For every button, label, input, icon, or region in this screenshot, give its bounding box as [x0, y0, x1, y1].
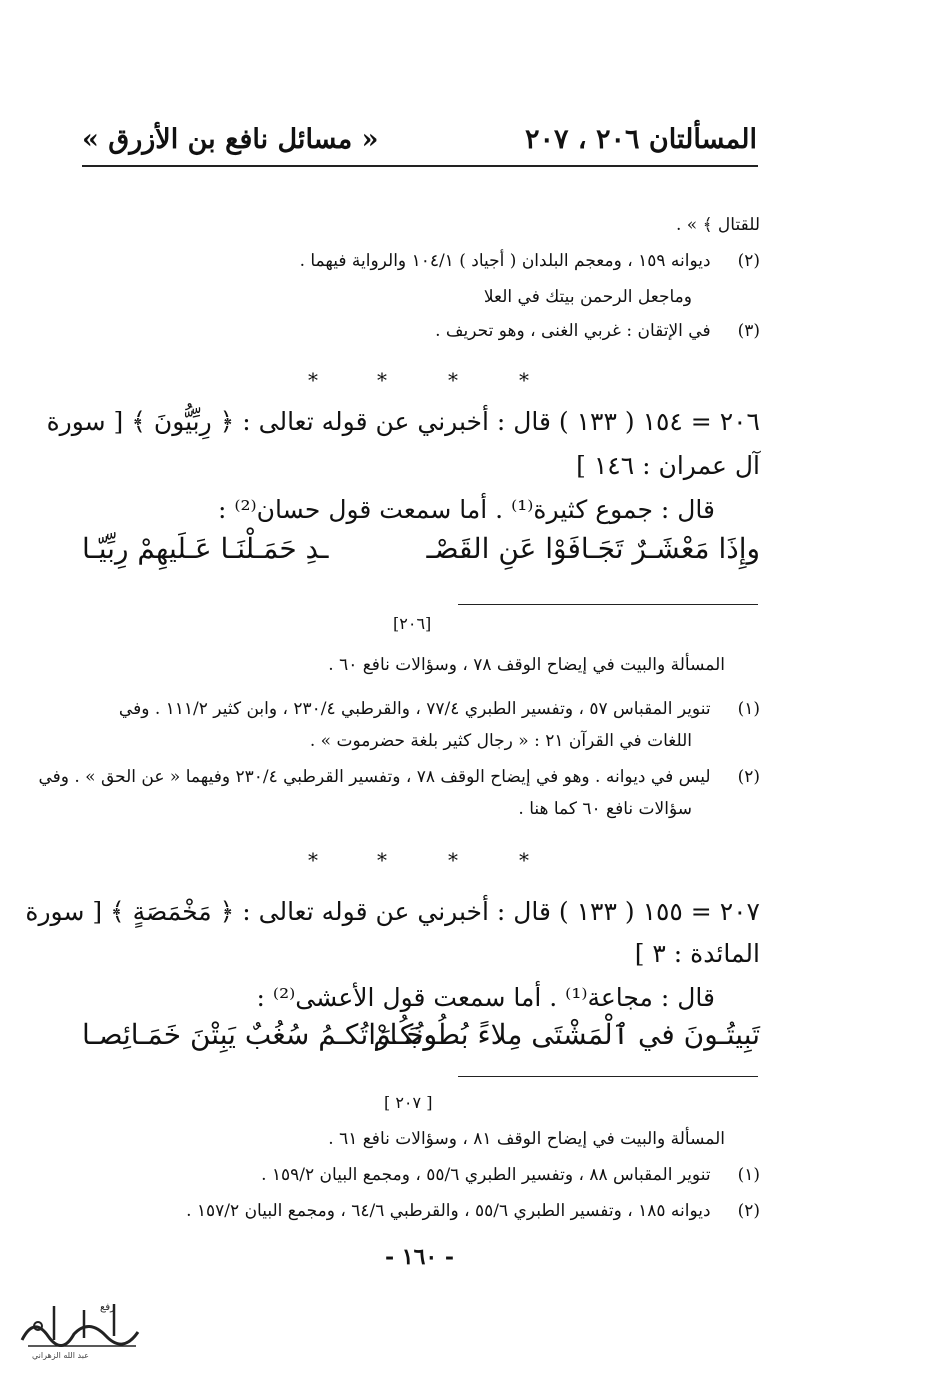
footnote-206-2: [38, 764, 760, 790]
separator-star: *: [308, 368, 318, 392]
section-separator: [0, 848, 925, 872]
separator-star: *: [377, 368, 387, 392]
running-header-title: المسألتان ٢٠٦ ، ٢٠٧: [524, 124, 757, 155]
verse-207-first-hemistich: تَبِيتُـونَ في ٱلْمَشْتَى مِلاءً بُطُونُكُـمْ: [373, 1018, 760, 1051]
answer-207: قال : مجاعة⁽¹⁾ . أما سمعت قول الأعشى⁽²⁾ :: [256, 983, 715, 1012]
footnote-rule: [458, 604, 758, 605]
verse-206-second-hemistich: ـدِ حَمَـلْنَـا عَـلَيهِمْ رِبِّيّـا: [82, 532, 329, 565]
footnote-2-prev: [300, 248, 760, 274]
question-207-line2: المائدة : ٣ ]: [634, 939, 760, 968]
footnote-verse: وماجعل الرحمن بيتك في العلا: [483, 287, 692, 307]
watermark-logo: [14, 1296, 144, 1360]
watermark-logo-drawing: [14, 1296, 144, 1360]
separator-star: *: [448, 368, 458, 392]
book-title-header: « مسائل نافع بن الأزرق »: [82, 124, 379, 155]
footnote-text: ديوانه ١٨٥ ، وتفسير الطبري ٥٥/٦ ، والقرطبي ٦٤/٦ ، ومجمع البيان ١٥٧/٢ .: [186, 1201, 711, 1221]
question-207-line1: ٢٠٧ = ١٥٥ ( ١٣٣ ) قال : أخبرني عن قوله تعالى : ﴿ مَخْمَصَةٍ ﴾ [ سورة: [25, 897, 760, 926]
footnote-continuation: للقتال ﴾ » .: [675, 215, 760, 235]
page-number: - ١٦٠ -: [385, 1244, 455, 1270]
source-note-207: المسألة والبيت في إيضاح الوقف ٨١ ، وسؤالات نافع ٦١ .: [328, 1129, 725, 1149]
footnote-text: ليس في ديوانه . وهو في إيضاح الوقف ٧٨ ، وتفسير القرطبي ٢٣٠/٤ وفيهما « عن الحق » . وفي: [38, 767, 711, 787]
footnote-number: (٢): [737, 767, 760, 787]
footnote-207-1: [261, 1162, 760, 1188]
source-note-206: المسألة والبيت في إيضاح الوقف ٧٨ ، وسؤالات نافع ٦٠ .: [328, 655, 725, 675]
footnote-206-1: [119, 696, 760, 722]
footnote-text: في الإتقان : غربي الغنى ، وهو تحريف .: [435, 321, 711, 341]
verse-206-first-hemistich: وإِذَا مَعْشَـرٌ تَجَـافَوْا عَنِ القَصْـ: [426, 532, 760, 565]
footnote-206-2-cont: سؤالات نافع ٦٠ كما هنا .: [518, 799, 692, 819]
footnote-number: (١): [737, 1165, 760, 1185]
footnote-text: تنوير المقباس ٥٧ ، وتفسير الطبري ٧٧/٤ ، والقرطبي ٢٣٠/٤ ، وابن كثير ١١١/٢ . وفي: [118, 699, 711, 719]
question-206-line1: ٢٠٦ = ١٥٤ ( ١٣٣ ) قال : أخبرني عن قوله تعالى : ﴿ رِبِّيُّونَ ﴾ [ سورة: [46, 407, 760, 436]
watermark-top-text: رفع: [100, 1302, 115, 1313]
footnote-number: (٢): [737, 251, 760, 271]
footnote-number: (١): [737, 699, 760, 719]
footnote-206-1-cont: اللغات في القرآن ٢١ : « رجال كثير بلغة حضرموت » .: [309, 731, 692, 751]
footnote-text: ديوانه ١٥٩ ، ومعجم البلدان ( أجياد ) ١٠٤/١ والرواية فيهما .: [299, 251, 711, 271]
separator-star: *: [448, 848, 458, 872]
footnote-number: (٢): [737, 1201, 760, 1221]
footnote-3-prev: [435, 318, 760, 344]
footnote-207-2: [186, 1198, 760, 1224]
header-rule: [82, 165, 758, 167]
separator-star: *: [519, 368, 529, 392]
question-206-line2: آل عمران : ١٤٦ ]: [576, 451, 760, 480]
footnote-rule: [458, 1076, 758, 1077]
section-separator: [0, 368, 925, 392]
separator-star: *: [377, 848, 387, 872]
watermark-sub-text: عبد الله الزهراني: [32, 1351, 89, 1360]
question-reference: [ ٢٠٧ ]: [384, 1093, 433, 1112]
verse-207-second-hemistich: وجَـارَاتُكـمُ سُغُبٌ يَبِتْنَ خَمَـائِصـا: [82, 1018, 438, 1051]
separator-star: *: [519, 848, 529, 872]
answer-206: قال : جموع كثيرة⁽¹⁾ . أما سمعت قول حسان⁽²⁾ :: [217, 495, 715, 524]
question-reference: [٢٠٦]: [393, 614, 432, 633]
footnote-text: تنوير المقباس ٨٨ ، وتفسير الطبري ٥٥/٦ ، ومجمع البيان ١٥٩/٢ .: [261, 1165, 711, 1185]
footnote-number: (٣): [737, 321, 760, 341]
separator-star: *: [308, 848, 318, 872]
